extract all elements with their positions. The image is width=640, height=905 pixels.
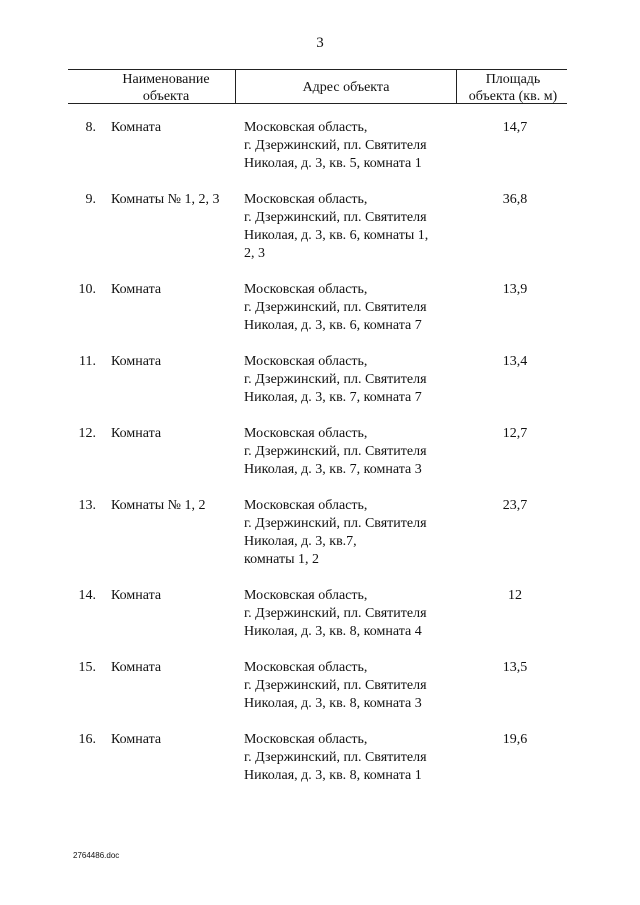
address-line: Московская область, [244,426,368,441]
address-line: 2, 3 [244,246,265,261]
object-address [244,119,462,173]
address-line: г. Дзержинский, пл. Святителя [244,606,427,621]
header-address: Адрес объекта [302,80,390,95]
header-area-line1: Площадь [485,72,541,87]
address-line: Николая, д. 3, кв. 8, комната 3 [244,696,422,711]
row-number: 9. [85,192,96,207]
address-line: г. Дзержинский, пл. Святителя [244,750,427,765]
header-area [458,71,568,105]
table-row [0,497,640,569]
header-divider-1 [235,69,236,103]
address-line: Николая, д. 3, кв. 8, комната 4 [244,624,422,639]
header-name-line1: Наименование [122,72,210,87]
object-area: 36,8 [502,192,528,207]
address-line: Николая, д. 3, кв. 8, комната 1 [244,768,422,783]
object-name: Комната [111,120,162,135]
address-line: Николая, д. 3, кв.7, [244,534,357,549]
address-line: г. Дзержинский, пл. Святителя [244,516,427,531]
table-row [0,281,640,335]
address-line: Московская область, [244,192,368,207]
object-name: Комната [111,588,162,603]
row-number: 11. [79,354,96,369]
object-area: 13,5 [502,660,528,675]
address-line: г. Дзержинский, пл. Святителя [244,138,427,153]
table-row [0,191,640,263]
object-area: 13,9 [502,282,528,297]
table-row [0,425,640,479]
object-area: 12,7 [502,426,528,441]
address-line: Московская область, [244,120,368,135]
header-divider-2 [456,69,457,103]
address-line: Николая, д. 3, кв. 5, комната 1 [244,156,422,171]
address-line: Московская область, [244,660,368,675]
row-number: 14. [78,588,96,603]
address-line: Московская область, [244,282,368,297]
address-line: г. Дзержинский, пл. Святителя [244,444,427,459]
object-address [244,425,462,479]
address-line: Николая, д. 3, кв. 7, комната 3 [244,462,422,477]
object-name: Комнаты № 1, 2, 3 [111,192,220,207]
object-address [244,497,462,569]
object-address [244,191,462,263]
table-row [0,119,640,173]
row-number: 16. [78,732,96,747]
address-line: Николая, д. 3, кв. 7, комната 7 [244,390,422,405]
object-area: 12 [508,588,522,603]
table-header-top-rule [68,69,567,70]
object-name: Комната [111,354,162,369]
page-number: 3 [316,35,324,51]
address-line: г. Дзержинский, пл. Святителя [244,678,427,693]
object-name: Комната [111,282,162,297]
row-number: 8. [85,120,96,135]
object-area: 19,6 [502,732,528,747]
header-name [100,71,232,105]
object-name: Комнаты № 1, 2 [111,498,206,513]
row-number: 15. [78,660,96,675]
footer-filename: 2764486.doc [73,851,120,860]
object-address [244,353,462,407]
object-name: Комната [111,732,162,747]
table-row [0,587,640,641]
header-name-line2: объекта [142,89,190,104]
address-line: Николая, д. 3, кв. 6, комната 7 [244,318,422,333]
address-line: Московская область, [244,354,368,369]
address-line: Московская область, [244,732,368,747]
header-area-line2: объекта (кв. м) [468,89,558,104]
row-number: 13. [78,498,96,513]
row-number: 12. [78,426,96,441]
table-row [0,353,640,407]
object-address [244,659,462,713]
address-line: г. Дзержинский, пл. Святителя [244,372,427,387]
address-line: комнаты 1, 2 [244,552,320,567]
table-row [0,659,640,713]
object-name: Комната [111,426,162,441]
object-area: 23,7 [502,498,528,513]
object-area: 14,7 [502,120,528,135]
row-number: 10. [78,282,96,297]
table-row [0,731,640,785]
object-area: 13,4 [502,354,528,369]
address-line: г. Дзержинский, пл. Святителя [244,210,427,225]
object-address [244,281,462,335]
address-line: Николая, д. 3, кв. 6, комнаты 1, [244,228,429,243]
object-address [244,731,462,785]
address-line: Московская область, [244,588,368,603]
address-line: Московская область, [244,498,368,513]
address-line: г. Дзержинский, пл. Святителя [244,300,427,315]
table-body [0,119,640,803]
object-address [244,587,462,641]
object-name: Комната [111,660,162,675]
